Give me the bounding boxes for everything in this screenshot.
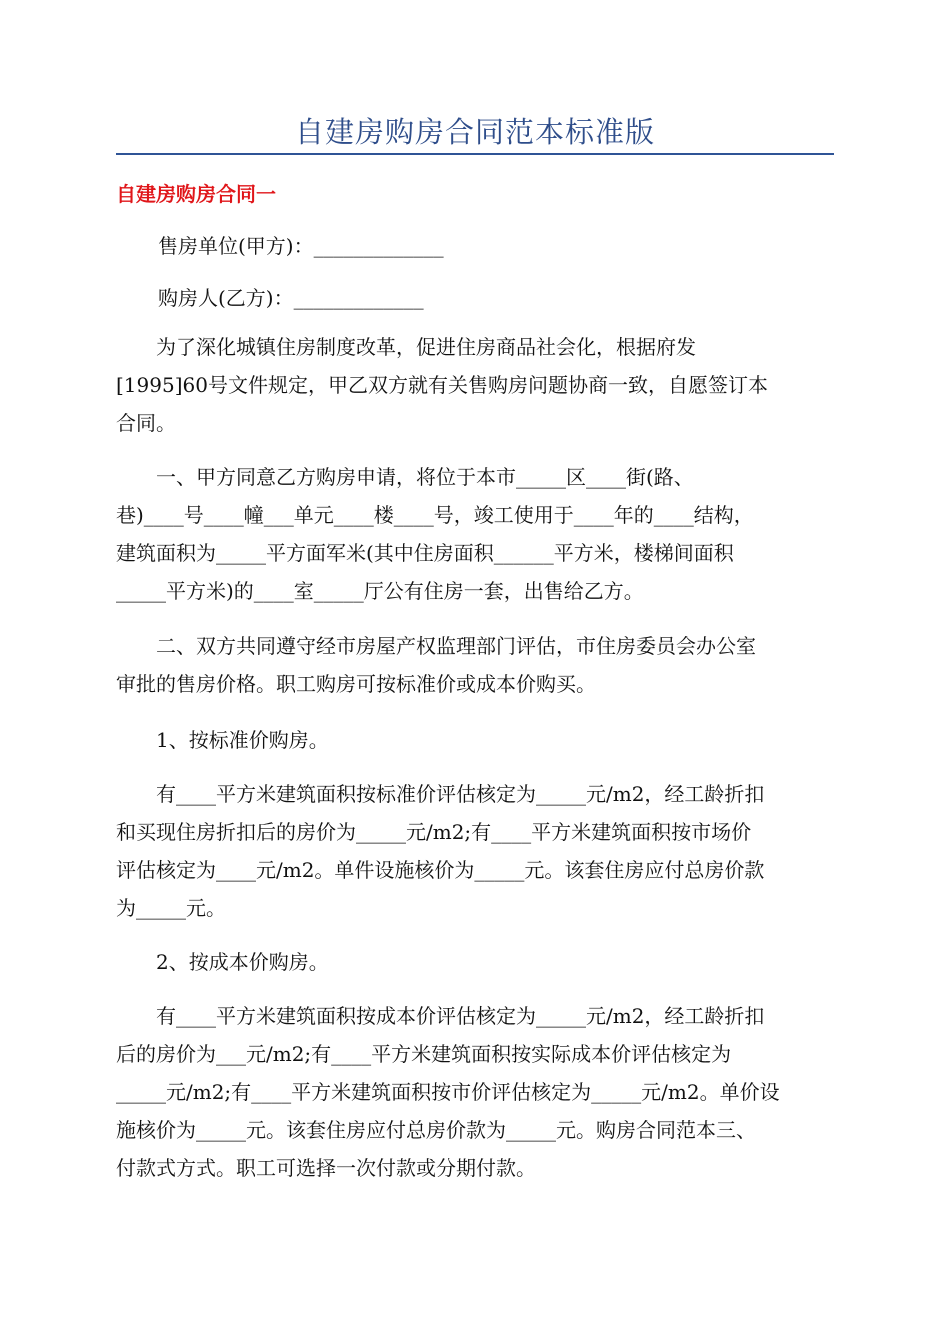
item-1-line: 有____平方米建筑面积按标准价评估核定为_____元/m2，经工龄折扣	[116, 782, 765, 806]
article-1-line: 一、甲方同意乙方购房申请，将位于本市_____区____街(路、	[116, 465, 694, 489]
intro-line: 合同。	[116, 411, 176, 435]
article-1-paragraph	[116, 458, 836, 610]
article-2-paragraph	[116, 627, 836, 703]
intro-line: [1995]60号文件规定，甲乙双方就有关售购房问题协商一致，自愿签订本	[116, 373, 768, 397]
item-1-title	[116, 721, 836, 759]
item-2-line: 后的房价为___元/m2;有____平方米建筑面积按实际成本价评估核定为	[116, 1042, 732, 1066]
item-2-line: 施核价为_____元。该套住房应付总房价款为_____元。购房合同范本三、	[116, 1118, 756, 1142]
document-title: 自建房购房合同范本标准版	[294, 115, 655, 149]
article-1-line: _____平方米)的____室_____厅公有住房一套，出售给乙方。	[116, 579, 644, 603]
article-2-line: 审批的售房价格。职工购房可按标准价或成本价购买。	[116, 672, 596, 696]
intro-paragraph	[116, 328, 836, 442]
item-1-line: 和买现住房折扣后的房价为_____元/m2;有____平方米建筑面积按市场价	[116, 820, 752, 844]
seller-text: 售房单位(甲方)：_____________	[158, 234, 444, 258]
section-heading: 自建房购房合同一	[116, 182, 276, 206]
item-1-line: 评估核定为____元/m2。单件设施核价为_____元。该套住房应付总房价款	[116, 858, 765, 882]
buyer-text: 购房人(乙方)：_____________	[158, 286, 424, 310]
item-2-title	[116, 943, 836, 981]
item-1-paragraph	[116, 775, 836, 927]
intro-line: 为了深化城镇住房制度改革，促进住房商品社会化，根据府发	[116, 335, 696, 359]
item-2-paragraph	[116, 997, 836, 1187]
article-2-line: 二、双方共同遵守经市房屋产权监理部门评估，市住房委员会办公室	[116, 634, 756, 658]
article-1-line: 巷)____号____幢___单元____楼____号，竣工使用于____年的____结构，	[116, 503, 754, 527]
item-2-title-text: 2、按成本价购房。	[116, 950, 329, 974]
buyer-line	[116, 279, 836, 317]
article-1-line: 建筑面积为_____平方面军米(其中住房面积______平方米，楼梯间面积	[116, 541, 734, 565]
title-underline	[116, 153, 834, 155]
item-1-title-text: 1、按标准价购房。	[116, 728, 329, 752]
item-2-line: _____元/m2;有____平方米建筑面积按市价评估核定为_____元/m2。单价设	[116, 1080, 780, 1104]
seller-line	[116, 227, 836, 265]
item-2-line: 有____平方米建筑面积按成本价评估核定为_____元/m2，经工龄折扣	[116, 1004, 765, 1028]
item-2-line: 付款式方式。职工可选择一次付款或分期付款。	[116, 1156, 536, 1180]
item-1-line: 为_____元。	[116, 896, 226, 920]
